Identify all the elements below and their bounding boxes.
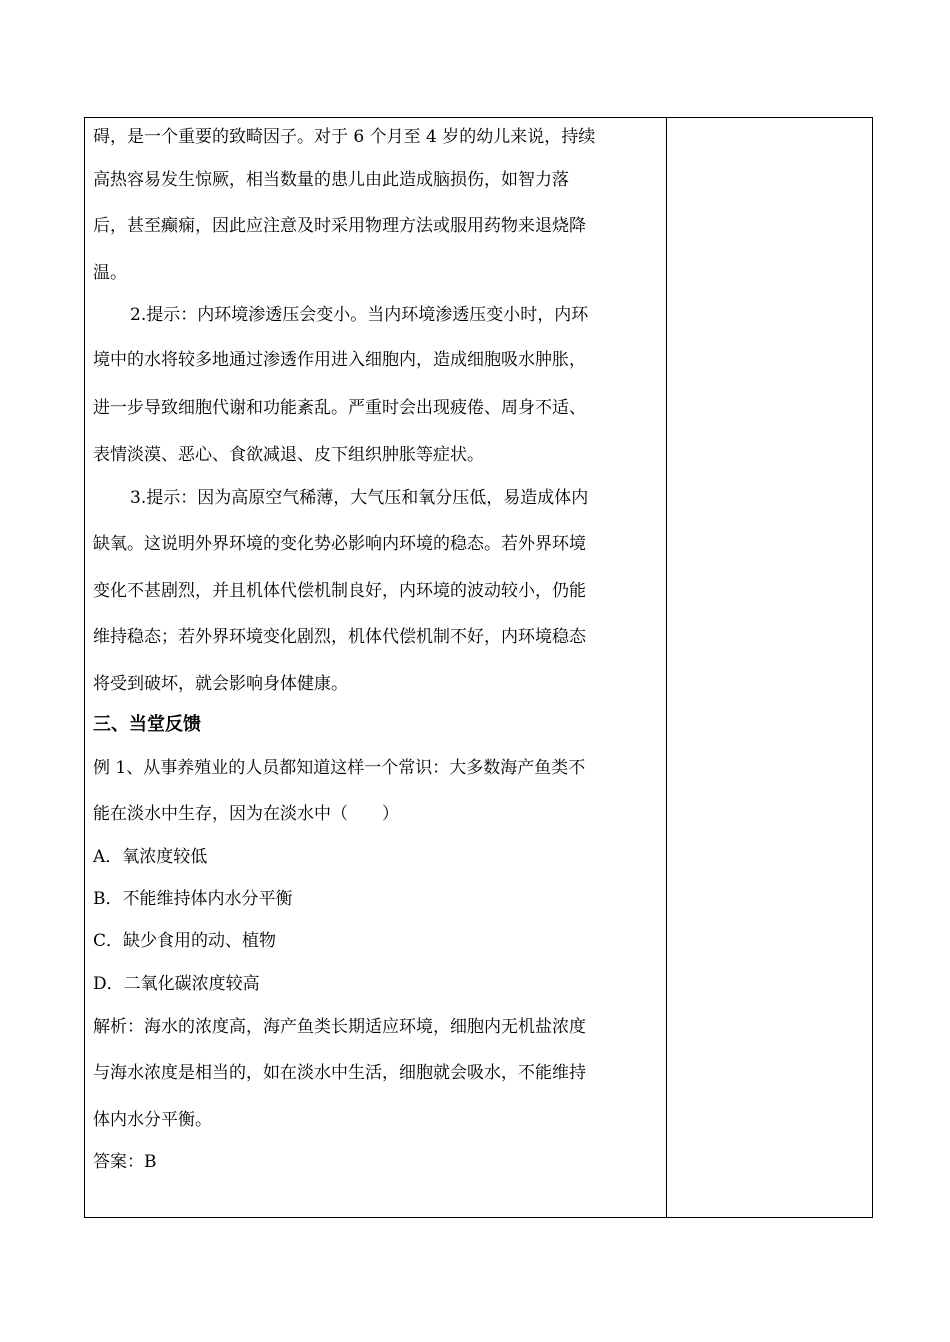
text-line: 高热容易发生惊厥，相当数量的患儿由此造成脑损伤，如智力落 [93, 170, 569, 190]
option-d: D．二氧化碳浓度较高 [93, 974, 260, 994]
text-line: 变化不甚剧烈，并且机体代偿机制良好，内环境的波动较小，仍能 [93, 581, 586, 601]
analysis-line: 体内水分平衡。 [93, 1110, 212, 1130]
text-line: 将受到破坏，就会影响身体健康。 [93, 674, 348, 694]
text-line: 温。 [93, 263, 127, 283]
content-column-cell [84, 118, 666, 1217]
section-heading: 三、当堂反馈 [93, 714, 201, 735]
text-line: 进一步导致细胞代谢和功能紊乱。严重时会出现疲倦、周身不适、 [93, 398, 586, 418]
text-line: 3.提示：因为高原空气稀薄，大气压和氧分压低，易造成体内 [130, 488, 589, 508]
text-line: 境中的水将较多地通过渗透作用进入细胞内，造成细胞吸水肿胀， [93, 350, 586, 370]
question-line: 能在淡水中生存，因为在淡水中（ ） [93, 804, 399, 824]
question-line: 例 1、从事养殖业的人员都知道这样一个常识：大多数海产鱼类不 [93, 758, 586, 778]
analysis-line: 与海水浓度是相当的，如在淡水中生活，细胞就会吸水，不能维持 [93, 1063, 586, 1083]
text-line: 表情淡漠、恶心、食欲减退、皮下组织肿胀等症状。 [93, 445, 484, 465]
notes-column-cell [667, 118, 872, 1217]
text-line: 后，甚至癫痫，因此应注意及时采用物理方法或服用药物来退烧降 [93, 216, 586, 236]
option-a: A．氧浓度较低 [93, 847, 208, 867]
option-b: B．不能维持体内水分平衡 [93, 889, 293, 909]
text-line: 缺氧。这说明外界环境的变化势必影响内环境的稳态。若外界环境 [93, 534, 586, 554]
text-line: 碍，是一个重要的致畸因子。对于 6 个月至 4 岁的幼儿来说，持续 [93, 127, 596, 147]
text-line: 2.提示：内环境渗透压会变小。当内环境渗透压变小时，内环 [130, 305, 589, 325]
text-line: 维持稳态；若外界环境变化剧烈，机体代偿机制不好，内环境稳态 [93, 627, 586, 647]
analysis-line: 解析：海水的浓度高，海产鱼类长期适应环境，细胞内无机盐浓度 [93, 1017, 586, 1037]
option-c: C．缺少食用的动、植物 [93, 931, 277, 951]
answer-line: 答案：B [93, 1152, 157, 1172]
